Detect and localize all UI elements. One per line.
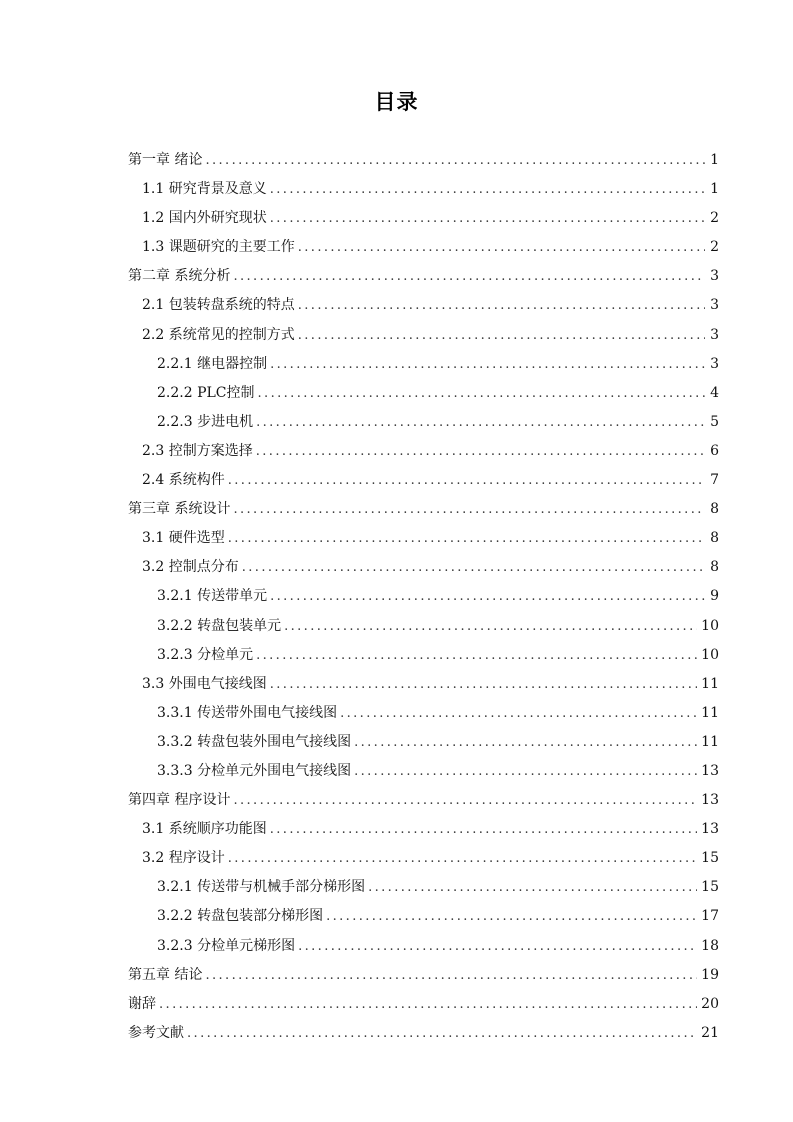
toc-entry-page: 3 — [710, 355, 719, 372]
toc-entry-page: 8 — [710, 530, 719, 547]
toc-dot-leader — [233, 262, 705, 291]
toc-entry-page: 1 — [710, 152, 719, 168]
toc-entry-page: 3 — [710, 297, 719, 314]
toc-entry-page: 15 — [701, 850, 719, 867]
toc-entry-page: 20 — [701, 995, 719, 1012]
toc-entry-label: 第一章 绪论 — [128, 152, 203, 168]
toc-entry-page: 8 — [710, 501, 719, 518]
toc-entry[interactable] — [128, 466, 719, 495]
toc-entry-page: 10 — [701, 646, 719, 663]
toc-dot-leader — [256, 641, 697, 670]
toc-entry-label: 2.1 包装转盘系统的特点 — [142, 297, 295, 314]
toc-entry[interactable] — [128, 699, 719, 728]
toc-entry-page: 18 — [701, 937, 719, 954]
toc-entry-label: 第四章 程序设计 — [128, 792, 231, 809]
toc-entry[interactable] — [128, 233, 719, 262]
toc-entry-page: 9 — [710, 588, 719, 605]
toc-dot-leader — [242, 553, 705, 582]
toc-entry[interactable] — [128, 612, 719, 641]
toc-list — [128, 146, 719, 1048]
toc-entry[interactable] — [128, 291, 719, 320]
toc-dot-leader — [270, 582, 705, 611]
toc-entry[interactable] — [128, 408, 719, 437]
toc-entry-label: 2.4 系统构件 — [142, 472, 225, 489]
toc-entry-label: 2.3 控制方案选择 — [142, 442, 253, 459]
toc-entry-page: 8 — [710, 559, 719, 576]
toc-entry[interactable] — [128, 379, 719, 408]
toc-entry-page: 3 — [710, 268, 719, 285]
toc-entry-page: 11 — [701, 704, 719, 721]
toc-dot-leader — [270, 204, 705, 233]
toc-dot-leader — [298, 932, 697, 961]
toc-dot-leader — [228, 466, 705, 495]
toc-entry-label: 3.1 硬件选型 — [142, 530, 225, 547]
toc-dot-leader — [205, 146, 705, 175]
toc-entry-label: 3.2.2 转盘包装单元 — [157, 617, 282, 634]
toc-dot-leader — [270, 815, 697, 844]
toc-dot-leader — [298, 233, 705, 262]
toc-entry[interactable] — [128, 990, 719, 1019]
toc-entry-page: 13 — [701, 821, 719, 838]
toc-dot-leader — [298, 321, 705, 350]
toc-entry-page: 4 — [710, 384, 719, 401]
toc-dot-leader — [228, 844, 697, 873]
toc-entry-label: 谢辞 — [128, 995, 156, 1012]
toc-entry-page: 7 — [710, 472, 719, 489]
toc-entry-label: 3.3 外围电气接线图 — [142, 675, 267, 692]
toc-entry-page: 15 — [701, 879, 719, 896]
toc-dot-leader — [284, 612, 697, 641]
toc-entry-page: 10 — [701, 617, 719, 634]
toc-entry-page: 11 — [701, 733, 719, 750]
toc-entry-label: 3.2.2 转盘包装部分梯形图 — [157, 908, 324, 925]
toc-entry[interactable] — [128, 146, 719, 175]
toc-dot-leader — [205, 961, 697, 990]
toc-entry-label: 2.2.1 继电器控制 — [157, 355, 268, 372]
toc-dot-leader — [258, 379, 705, 408]
toc-entry[interactable] — [128, 495, 719, 524]
toc-dot-leader — [270, 350, 705, 379]
toc-entry-label: 参考文献 — [128, 1024, 184, 1041]
toc-dot-leader — [354, 757, 697, 786]
toc-entry[interactable] — [128, 932, 719, 961]
toc-entry-label: 第二章 系统分析 — [128, 268, 231, 285]
toc-entry[interactable] — [128, 961, 719, 990]
toc-entry[interactable] — [128, 786, 719, 815]
toc-dot-leader — [228, 524, 705, 553]
toc-dot-leader — [256, 408, 705, 437]
toc-entry[interactable] — [128, 204, 719, 233]
toc-entry[interactable] — [128, 582, 719, 611]
toc-entry-label: 2.2 系统常见的控制方式 — [142, 326, 295, 343]
toc-entry[interactable] — [128, 262, 719, 291]
toc-entry-label: 3.1 系统顺序功能图 — [142, 821, 267, 838]
toc-entry[interactable] — [128, 815, 719, 844]
toc-entry[interactable] — [128, 670, 719, 699]
toc-entry-label: 3.2.3 分检单元梯形图 — [157, 937, 296, 954]
toc-entry[interactable] — [128, 175, 719, 204]
toc-entry-page: 2 — [710, 210, 719, 227]
toc-entry-label: 2.2.2 PLC控制 — [157, 384, 255, 401]
toc-entry-label: 3.3.2 转盘包装外围电气接线图 — [157, 733, 352, 750]
toc-dot-leader — [233, 495, 705, 524]
toc-dot-leader — [340, 699, 697, 728]
toc-entry[interactable] — [128, 757, 719, 786]
toc-entry-label: 1.3 课题研究的主要工作 — [142, 239, 295, 256]
toc-entry[interactable] — [128, 1019, 719, 1048]
toc-dot-leader — [256, 437, 705, 466]
toc-entry-label: 1.1 研究背景及意义 — [142, 181, 267, 198]
toc-entry-label: 2.2.3 步进电机 — [157, 413, 254, 430]
toc-entry-label: 3.2.1 传送带单元 — [157, 588, 268, 605]
toc-entry-label: 1.2 国内外研究现状 — [142, 210, 267, 227]
toc-dot-leader — [159, 990, 697, 1019]
toc-entry-page: 13 — [701, 762, 719, 779]
toc-dot-leader — [270, 175, 705, 204]
toc-entry-label: 第三章 系统设计 — [128, 501, 231, 518]
toc-entry-label: 3.2 控制点分布 — [142, 559, 239, 576]
toc-entry-label: 3.2.1 传送带与机械手部分梯形图 — [157, 879, 366, 896]
toc-entry[interactable] — [128, 844, 719, 873]
toc-dot-leader — [270, 670, 697, 699]
toc-entry[interactable] — [128, 553, 719, 582]
toc-entry-label: 3.3.1 传送带外围电气接线图 — [157, 704, 338, 721]
toc-entry-label: 3.2.3 分检单元 — [157, 646, 254, 663]
toc-dot-leader — [187, 1019, 697, 1048]
toc-entry-page: 5 — [710, 413, 719, 430]
toc-dot-leader — [326, 902, 697, 931]
toc-entry-page: 11 — [701, 675, 719, 692]
toc-entry-page: 6 — [710, 442, 719, 459]
toc-entry[interactable] — [128, 902, 719, 931]
toc-entry-page: 21 — [701, 1024, 719, 1041]
toc-entry-page: 19 — [701, 966, 719, 983]
toc-dot-leader — [298, 291, 705, 320]
toc-entry[interactable] — [128, 728, 719, 757]
toc-entry-page: 3 — [710, 326, 719, 343]
toc-title: 目录 — [374, 90, 419, 114]
toc-entry-page: 17 — [701, 908, 719, 925]
toc-entry-label: 3.2 程序设计 — [142, 850, 225, 867]
toc-entry[interactable] — [128, 321, 719, 350]
toc-entry[interactable] — [128, 437, 719, 466]
toc-entry-page: 1 — [710, 181, 719, 198]
toc-entry[interactable] — [128, 524, 719, 553]
toc-entry-label: 3.3.3 分检单元外围电气接线图 — [157, 762, 352, 779]
toc-entry[interactable] — [128, 350, 719, 379]
toc-entry-page: 13 — [701, 792, 719, 809]
toc-dot-leader — [368, 873, 697, 902]
toc-entry-page: 2 — [710, 239, 719, 256]
toc-dot-leader — [233, 786, 697, 815]
toc-entry[interactable] — [128, 641, 719, 670]
toc-dot-leader — [354, 728, 697, 757]
toc-entry[interactable] — [128, 873, 719, 902]
toc-entry-label: 第五章 结论 — [128, 966, 203, 983]
